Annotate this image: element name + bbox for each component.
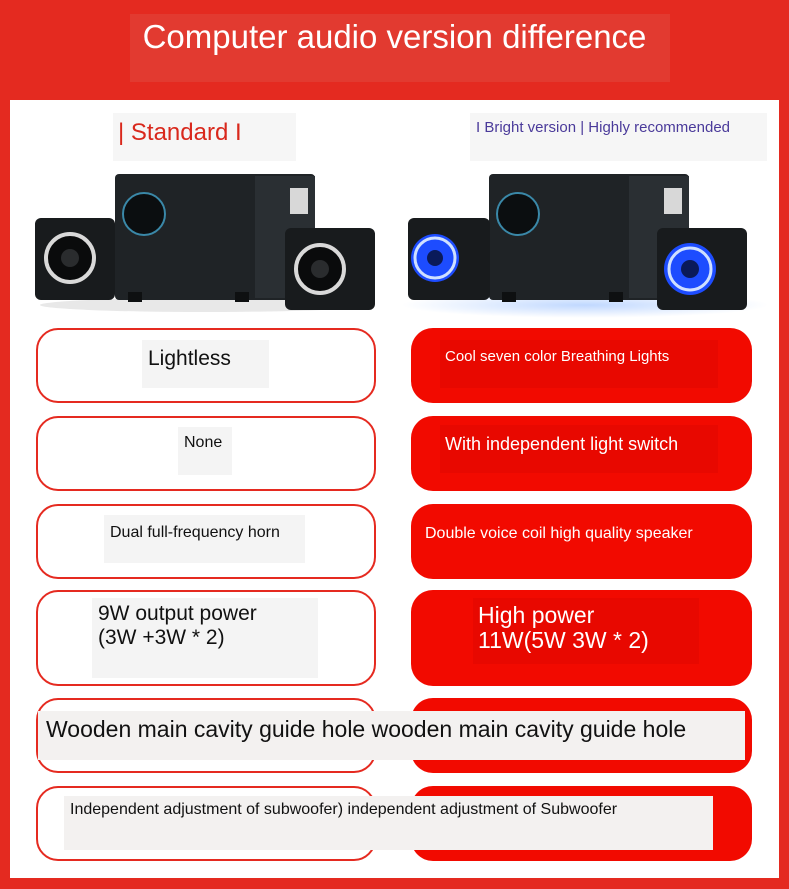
row-4-left-line1: 9W output power: [98, 602, 257, 625]
row-6-merged-text: Independent adjustment of subwoofer) independent adjustment of Subwoofer: [70, 801, 618, 818]
row-3-right-text: Double voice coil high quality speaker: [425, 525, 693, 542]
row-1-right-text: Cool seven color Breathing Lights: [445, 348, 670, 365]
row-3-left-text: Dual full-frequency horn: [110, 524, 280, 541]
row-4-right-line2: 11W(5W 3W * 2): [478, 627, 649, 653]
standard-version-label: | Standard I: [118, 119, 242, 146]
page-title: Computer audio version difference: [142, 18, 647, 55]
title-band: [0, 0, 789, 98]
row-2-right-text: With independent light switch: [445, 434, 679, 454]
speaker-set-bright-icon: [405, 170, 755, 315]
row-2-left-text: None: [184, 434, 223, 451]
row-1-left-text: Lightless: [148, 347, 231, 370]
bright-version-label: I Bright version | Highly recommended: [476, 119, 731, 136]
speaker-set-standard-icon: [30, 170, 380, 315]
row-4-right-line1: High power: [478, 602, 595, 628]
row-4-left-line2: (3W +3W * 2): [98, 626, 225, 649]
row-5-merged-text: Wooden main cavity guide hole wooden main cavity guide hole: [46, 716, 687, 742]
